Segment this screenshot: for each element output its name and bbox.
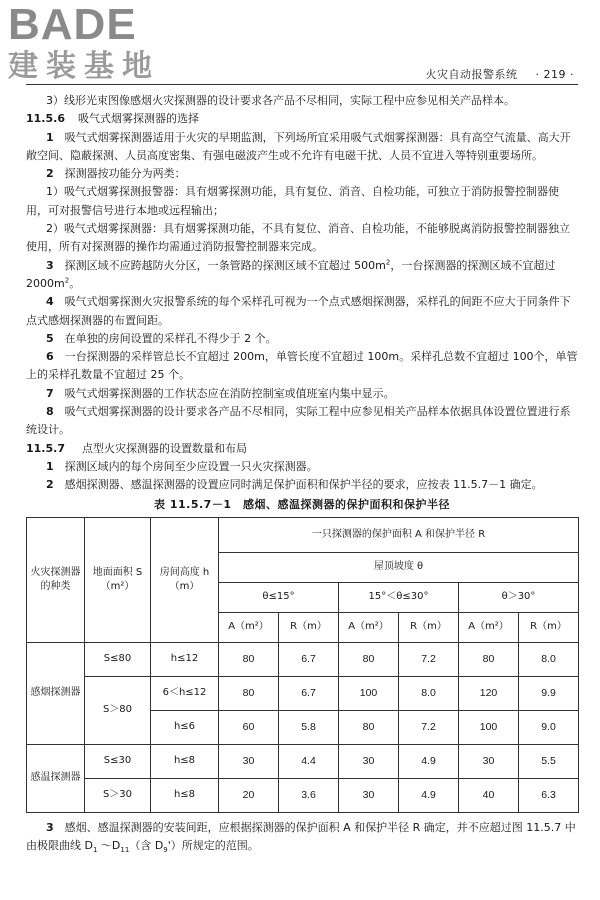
value-cell: 9.9: [519, 676, 579, 710]
table-row: [27, 642, 579, 676]
value-cell: 100: [459, 710, 519, 744]
value-cell: 80: [459, 642, 519, 676]
paragraph: 3）线形光束图像感烟火灾探测器的设计要求各产品不尽相同，实际工程中应参见相关产品样本。: [46, 94, 515, 107]
table-caption: 表 11.5.7－1 感烟、感温探测器的保护面积和保护半径: [154, 497, 450, 511]
item-number: 6: [46, 350, 54, 364]
item-number: 3: [46, 258, 54, 272]
table-row: [27, 744, 579, 778]
page-body: [26, 92, 578, 855]
value-cell: 80: [219, 642, 279, 676]
item-text: 吸气式烟雾探测火灾报警系统的每个采样孔可视为一个点式感烟探测器，采样孔的间距不应大于同条件下点式感烟探测器的布置间距。: [26, 295, 571, 327]
value-cell: 120: [459, 676, 519, 710]
paragraph: [26, 293, 578, 330]
header-area-a: A（m²）: [339, 612, 399, 642]
smoke-detector-label: 感烟探测器: [27, 642, 85, 744]
value-cell: 3.6: [279, 778, 339, 812]
area-cell: S＞30: [85, 778, 151, 812]
header-radius-r: R（m）: [519, 612, 579, 642]
item-number: 8: [46, 405, 54, 419]
value-cell: 4.9: [399, 778, 459, 812]
value-cell: 9.0: [519, 710, 579, 744]
item-text: '）所规定的范围。: [167, 839, 259, 853]
item-text: 一台探测器的采样管总长不宜超过 200m，单管长度不宜超过 100m。采样孔总数不宜超过 100个，单管上的采样孔数量不宜超过 25 个。: [26, 350, 578, 382]
item-text: 探测区域内的每个房间至少应设置一只火灾探测器。: [64, 459, 318, 473]
item-text: 探测器按功能分为两类：: [64, 167, 186, 181]
value-cell: 80: [219, 676, 279, 710]
table-row: [27, 778, 579, 812]
superscript: 2: [385, 258, 391, 267]
value-cell: 40: [459, 778, 519, 812]
section-heading-11-5-6: [26, 110, 578, 128]
value-cell: 5.8: [279, 710, 339, 744]
header-area-a: A（m²）: [219, 612, 279, 642]
item-text: 感烟、感温探测器的安装间距，应根据探测器的保护面积 A 和保护半径 R 确定，并不应超过图 11.5.7 中由极限曲线 D: [26, 820, 576, 853]
paragraph: [26, 476, 578, 494]
value-cell: 8.0: [399, 676, 459, 710]
value-cell: 80: [339, 710, 399, 744]
chapter-title: 火灾自动报警系统: [425, 68, 518, 81]
page-number: · 219 ·: [535, 68, 574, 81]
paragraph: [26, 458, 578, 476]
value-cell: 60: [219, 710, 279, 744]
item-text: 探测区域不应跨越防火分区，一条管路的探测区域不宜超过 500m: [64, 258, 386, 272]
item-text: 吸气式烟雾探测器的工作状态应在消防控制室或值班室内集中显示。: [64, 386, 395, 400]
value-cell: 30: [459, 744, 519, 778]
header-slope-3: θ＞30°: [459, 582, 579, 612]
height-cell: h≤8: [151, 744, 219, 778]
value-cell: 4.4: [279, 744, 339, 778]
item-text: 感烟探测器、感温探测器的设置应同时满足保护面积和保护半径的要求，应按表 11.5.7－1 确定。: [64, 478, 543, 492]
item-number: 3: [46, 820, 54, 834]
item-text: 吸气式烟雾探测器的设计要求各产品不尽相同，实际工程中应参见相关产品样本依据具体设置位置进行系统设计。: [26, 405, 571, 437]
item-number: 4: [46, 295, 54, 309]
area-cell: S＞80: [85, 676, 151, 744]
section-title: 吸气式烟雾探测器的选择: [77, 112, 199, 126]
header-protection-group: 一只探测器的保护面积 A 和保护半径 R: [219, 517, 579, 552]
item-text: 在单独的房间设置的采样孔不得少于 2 个。: [64, 331, 277, 345]
value-cell: 4.9: [399, 744, 459, 778]
value-cell: 5.5: [519, 744, 579, 778]
paragraph: [26, 165, 578, 183]
logo-subtitle: 建装基地: [8, 49, 160, 84]
value-cell: 30: [339, 778, 399, 812]
header-roof-slope: 屋顶坡度 θ: [219, 552, 579, 582]
item-text: 吸气式烟雾探测器适用于火灾的早期监测，下列场所宜采用吸气式烟雾探测器：具有高空气流量、高大开敞空间、隐蔽探测、人员高度密集、有强电磁波产生或不允许有电磁干扰、人员不宜进入等特别重要场所。: [26, 130, 571, 162]
protection-area-table: [26, 517, 579, 813]
superscript: 2: [64, 276, 70, 285]
paragraph: [26, 330, 578, 348]
logo-brand: BADE: [8, 0, 137, 49]
paragraph: 2）吸气式烟雾探测器：具有烟雾探测功能，不具有复位、消音、自检功能，不能够脱离消防报警控制器独立使用，所有对探测器的操作均需通过消防报警控制器来完成。: [26, 222, 570, 254]
header-room-height: 房间高度 h（m）: [151, 517, 219, 642]
section-number: 11.5.7: [26, 441, 65, 455]
header-radius-r: R（m）: [279, 612, 339, 642]
subscript: 1: [92, 846, 98, 855]
subscript: 11: [120, 846, 130, 855]
item-text: 。: [69, 276, 81, 290]
section-heading-11-5-7: [26, 440, 578, 458]
header-floor-area: 地面面积 S（m²）: [85, 517, 151, 642]
item-number: 5: [46, 331, 54, 345]
value-cell: 30: [219, 744, 279, 778]
paragraph: [26, 819, 578, 856]
value-cell: 7.2: [399, 642, 459, 676]
section-title: 点型火灾探测器的设置数量和布局: [81, 441, 247, 455]
paragraph: [26, 385, 578, 403]
item-text: （含 D: [129, 839, 164, 853]
paragraph: [26, 348, 578, 385]
header-slope-1: θ≤15°: [219, 582, 339, 612]
value-cell: 30: [339, 744, 399, 778]
item-number: 2: [46, 167, 54, 181]
value-cell: 8.0: [519, 642, 579, 676]
height-cell: h≤12: [151, 642, 219, 676]
heat-detector-label: 感温探测器: [27, 744, 85, 812]
subscript: 9: [163, 846, 168, 855]
header-slope-2: 15°＜θ≤30°: [339, 582, 459, 612]
item-number: 2: [46, 478, 54, 492]
running-header: [426, 66, 574, 82]
height-cell: h≤6: [151, 710, 219, 744]
header-detector-type: 火灾探测器的种类: [27, 517, 85, 642]
value-cell: 6.7: [279, 676, 339, 710]
watermark-logo: [8, 2, 188, 94]
height-cell: h≤8: [151, 778, 219, 812]
section-number: 11.5.6: [26, 112, 65, 126]
area-cell: S≤30: [85, 744, 151, 778]
item-number: 1: [46, 130, 54, 144]
value-cell: 20: [219, 778, 279, 812]
value-cell: 6.7: [279, 642, 339, 676]
table-row: [27, 676, 579, 710]
height-cell: 6＜h≤12: [151, 676, 219, 710]
header-rule: [26, 84, 578, 85]
item-text: ～D: [97, 839, 121, 853]
item-text: ，一台探测器的探测区域不宜超过 2000m: [26, 258, 556, 290]
header-radius-r: R（m）: [399, 612, 459, 642]
area-cell: S≤80: [85, 642, 151, 676]
paragraph: 1）吸气式烟雾探测报警器：具有烟雾探测功能，具有复位、消音、自检功能，可独立于消防报警控制器使用，可对报警信号进行本地或远程输出；: [26, 185, 559, 217]
header-area-a: A（m²）: [459, 612, 519, 642]
paragraph: [26, 403, 578, 440]
value-cell: 6.3: [519, 778, 579, 812]
value-cell: 100: [339, 676, 399, 710]
paragraph: [26, 129, 578, 166]
value-cell: 7.2: [399, 710, 459, 744]
value-cell: 80: [339, 642, 399, 676]
item-number: 7: [46, 386, 54, 400]
paragraph: [26, 257, 578, 294]
item-number: 1: [46, 459, 54, 473]
